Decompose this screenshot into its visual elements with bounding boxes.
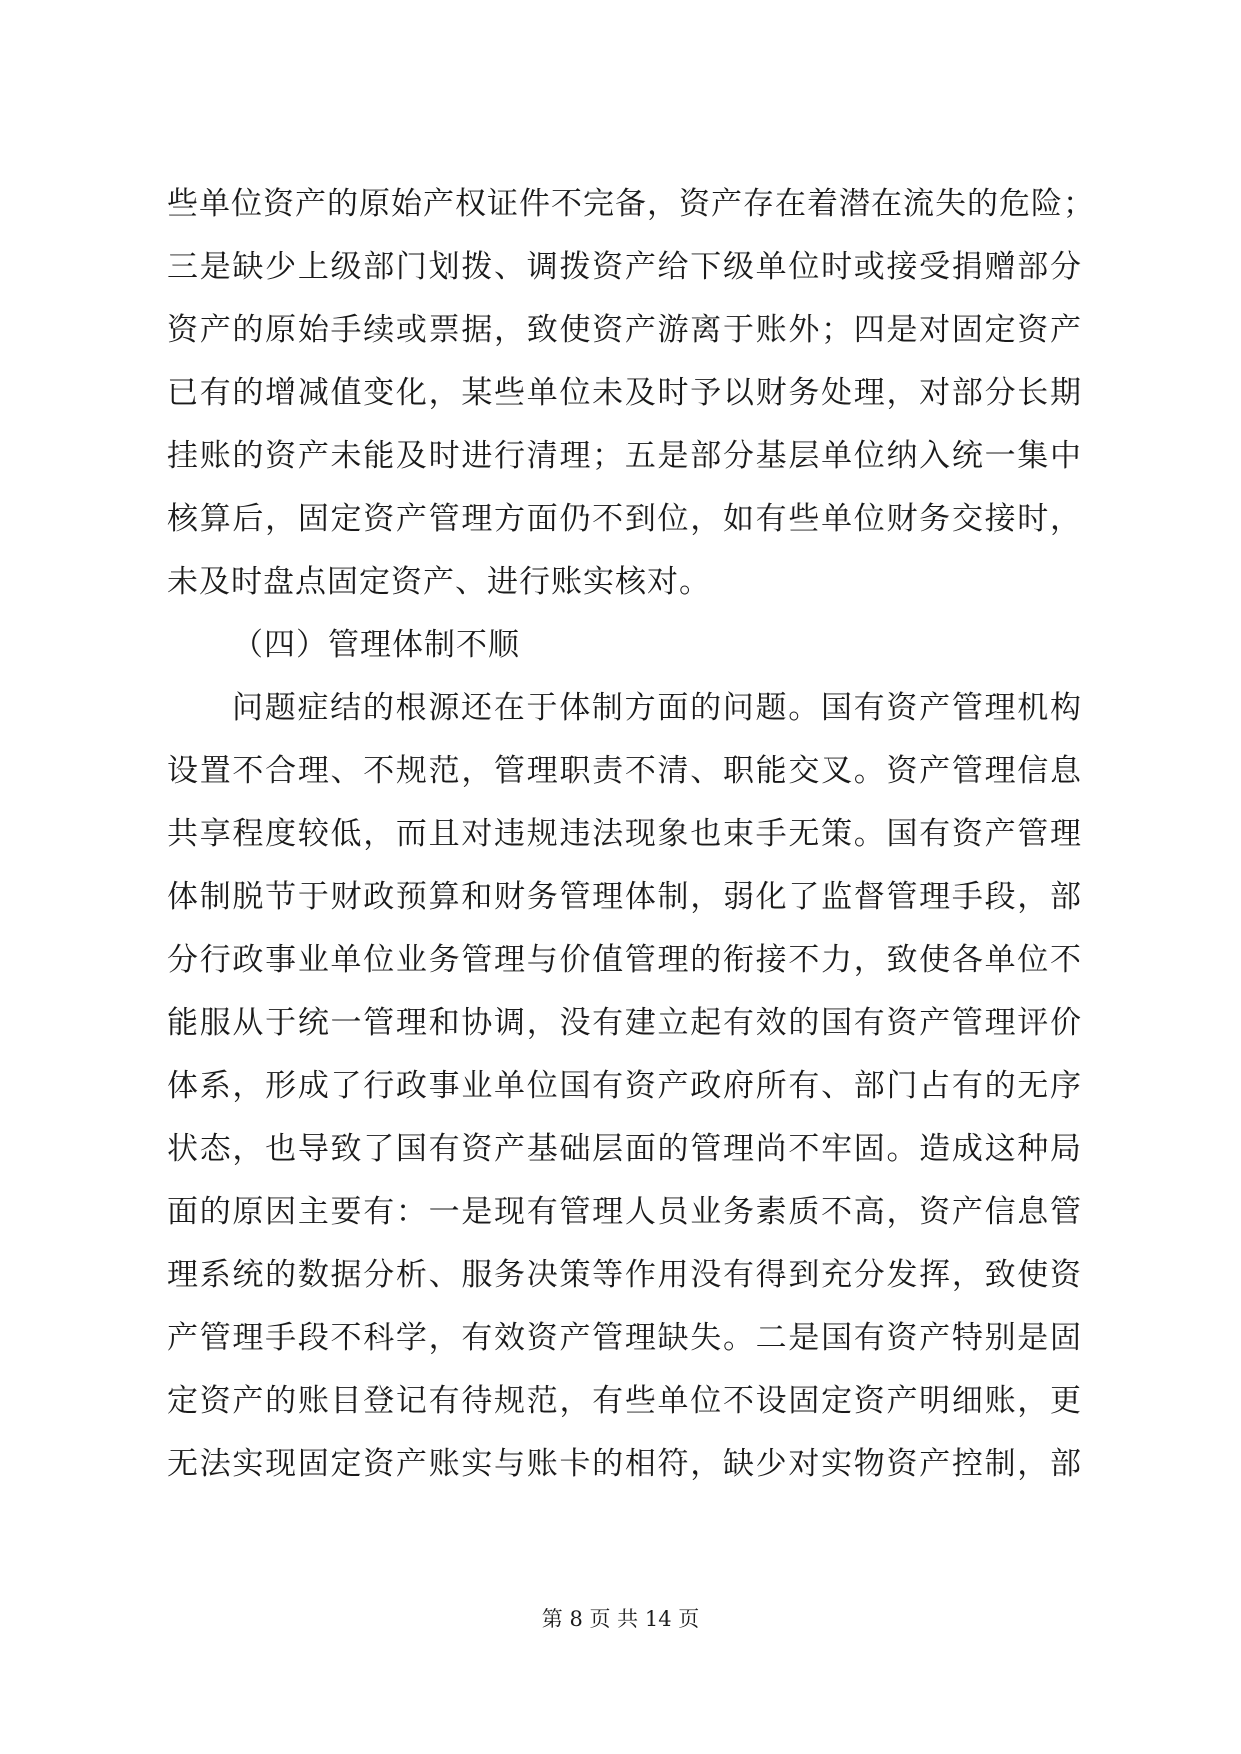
paragraph-line: 资产的原始手续或票据，致使资产游离于账外；四是对固定资产 (167, 312, 1082, 348)
paragraph-line: 问题症结的根源还在于体制方面的问题。国有资产管理机构 (232, 690, 1082, 726)
paragraph-line: 体系，形成了行政事业单位国有资产政府所有、部门占有的无序 (167, 1068, 1082, 1104)
paragraph-line: 挂账的资产未能及时进行清理；五是部分基层单位纳入统一集中 (167, 438, 1082, 474)
paragraph-line: 能服从于统一管理和协调，没有建立起有效的国有资产管理评价 (167, 1005, 1082, 1041)
paragraph-line: 定资产的账目登记有待规范，有些单位不设固定资产明细账，更 (167, 1383, 1082, 1419)
page-number-footer: 第 8 页 共 14 页 (541, 1607, 700, 1631)
paragraph-line: 面的原因主要有：一是现有管理人员业务素质不高，资产信息管 (167, 1194, 1082, 1230)
paragraph-line: 理系统的数据分析、服务决策等作用没有得到充分发挥，致使资 (167, 1257, 1082, 1293)
paragraph-line: 无法实现固定资产账实与账卡的相符，缺少对实物资产控制，部 (167, 1446, 1082, 1482)
paragraph-line: 设置不合理、不规范，管理职责不清、职能交叉。资产管理信息 (167, 753, 1082, 789)
paragraph-line: 未及时盘点固定资产、进行账实核对。 (167, 564, 711, 600)
paragraph-line: 共享程度较低，而且对违规违法现象也束手无策。国有资产管理 (167, 816, 1082, 852)
paragraph-line: 已有的增减值变化，某些单位未及时予以财务处理，对部分长期 (167, 375, 1082, 411)
paragraph-line: 些单位资产的原始产权证件不完备，资产存在着潜在流失的危险； (167, 186, 1095, 222)
paragraph-line: 三是缺少上级部门划拨、调拨资产给下级单位时或接受捐赠部分 (167, 249, 1082, 285)
paragraph-line: 体制脱节于财政预算和财务管理体制，弱化了监督管理手段，部 (167, 879, 1082, 915)
paragraph-line: 分行政事业单位业务管理与价值管理的衔接不力，致使各单位不 (167, 942, 1082, 978)
section-heading: （四）管理体制不顺 (232, 627, 520, 663)
paragraph-line: 核算后，固定资产管理方面仍不到位，如有些单位财务交接时， (167, 501, 1082, 537)
paragraph-line: 产管理手段不科学，有效资产管理缺失。二是国有资产特别是固 (167, 1320, 1082, 1356)
paragraph-line: 状态，也导致了国有资产基础层面的管理尚不牢固。造成这种局 (167, 1131, 1082, 1167)
